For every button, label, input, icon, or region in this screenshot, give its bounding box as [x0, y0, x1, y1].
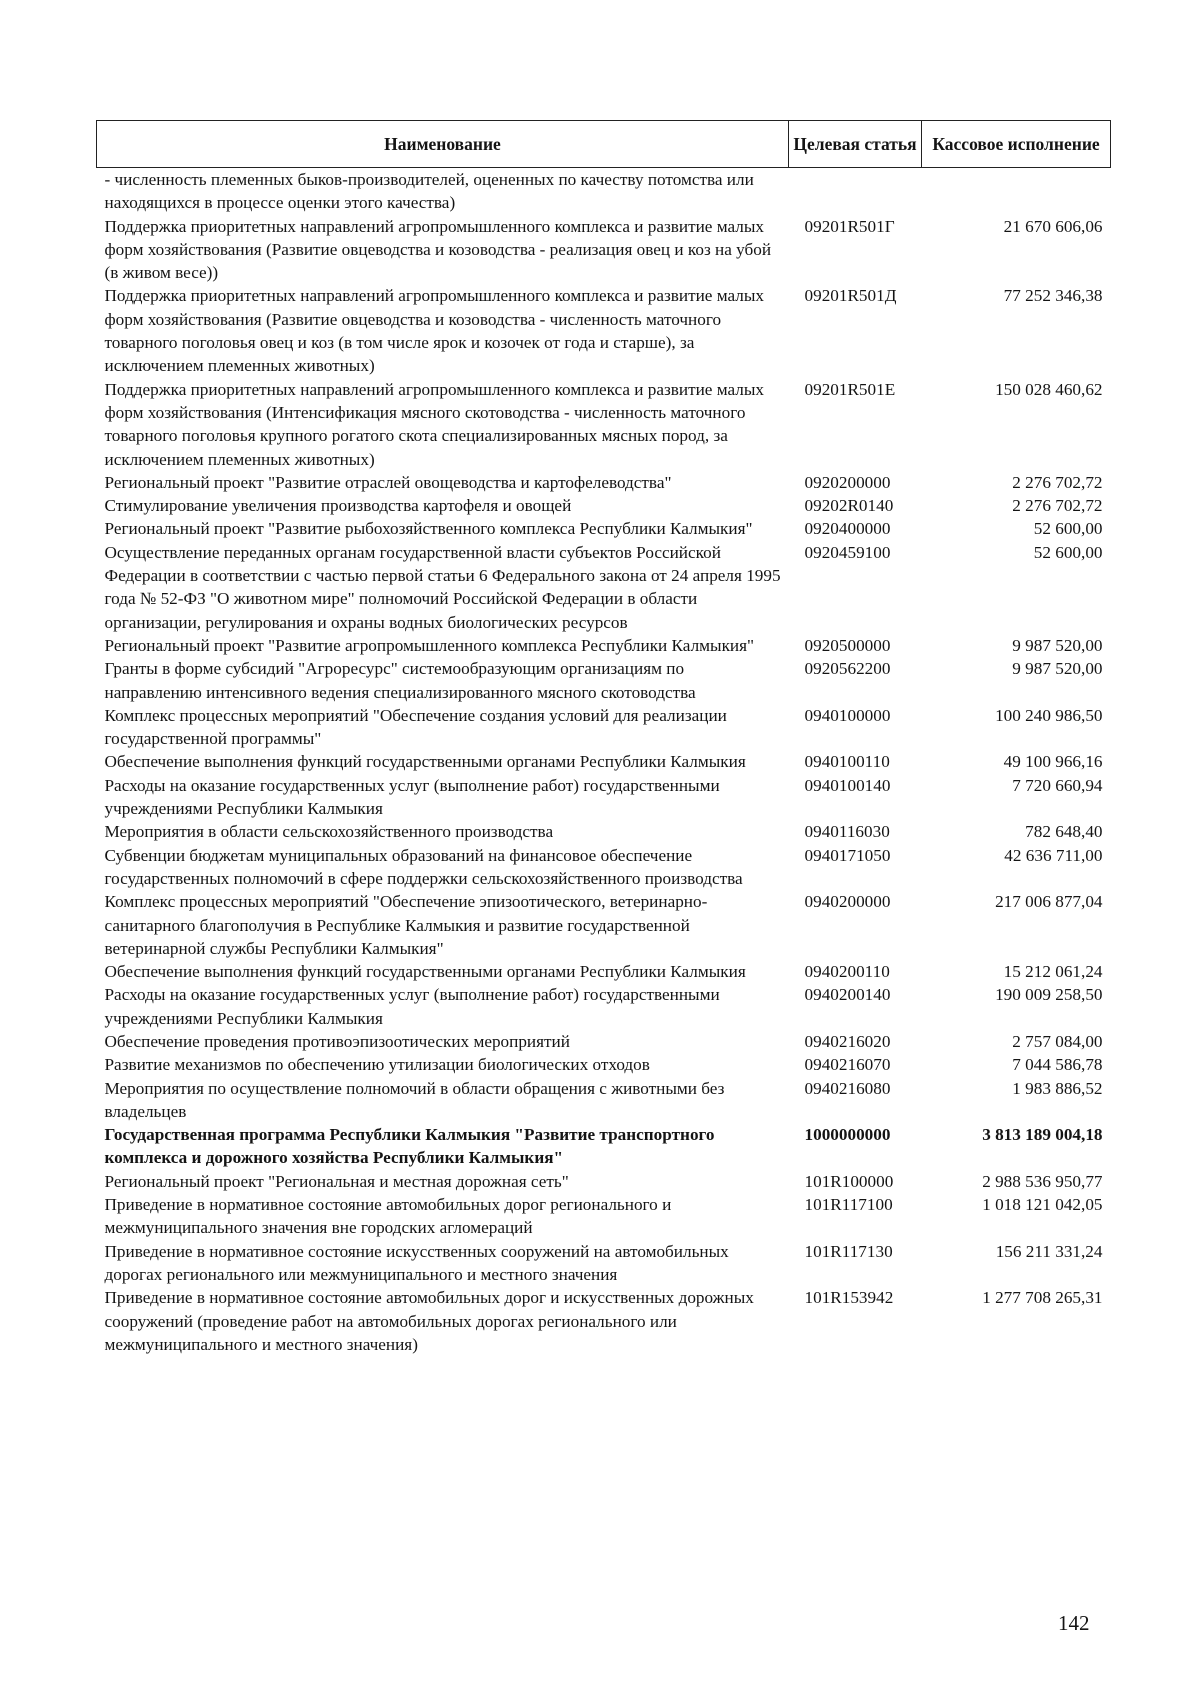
row-name: Мероприятия по осуществление полномочий в области обращения с животными без владельцев: [104, 1078, 725, 1121]
row-code: 0940100140: [804, 775, 891, 795]
row-name: Региональный проект "Региональная и местная дорожная сеть": [104, 1171, 569, 1191]
row-name: Приведение в нормативное состояние искусственных сооружений на автомобильных дорогах регионального или межмуниципального и местного значения: [104, 1241, 729, 1284]
row-name: Государственная программа Республики Калмыкия "Развитие транспортного комплекса и дорожного хозяйства Республики Калмыкия": [104, 1125, 715, 1168]
row-amount: 2 276 702,72: [1012, 472, 1103, 492]
row-code: 0940100000: [804, 705, 891, 725]
row-amount: 7 720 660,94: [1012, 775, 1103, 795]
row-name: Гранты в форме субсидий "Агроресурс" системообразующим организациям по направлению интенсивного ведения специализированного мясного скотоводства: [104, 659, 696, 702]
table-row: [97, 471, 1111, 494]
row-code: 101R117130: [804, 1241, 893, 1261]
table-header: [97, 121, 1111, 168]
row-code: 0940100110: [804, 752, 890, 772]
row-code: 0940171050: [804, 845, 891, 865]
row-code: 0940216070: [804, 1055, 891, 1075]
table-row: [97, 1030, 1111, 1053]
row-amount: 52 600,00: [1033, 542, 1103, 562]
table-row: [97, 774, 1111, 821]
row-name: Региональный проект "Развитие рыбохозяйственного комплекса Республики Калмыкия": [104, 519, 753, 539]
row-code: 0940200140: [804, 985, 891, 1005]
row-name: Субвенции бюджетам муниципальных образований на финансовое обеспечение государственных полномочий в сфере поддержки сельскохозяйственного производства: [104, 845, 743, 888]
header-code: Целевая статья: [789, 121, 922, 168]
table-row: [97, 890, 1111, 960]
row-name: Поддержка приоритетных направлений агропромышленного комплекса и развитие малых форм хозяйствования (Развитие овцеводства и козоводства - численность маточного товарного поголовья овец и коз (в том числе ярок и козочек от года и старше), за исключением племенных животных): [104, 286, 764, 376]
row-amount: [922, 168, 1111, 215]
row-amount: 52 600,00: [1033, 519, 1103, 539]
table-row: [97, 1193, 1111, 1240]
table-row: [97, 1077, 1111, 1124]
budget-table: [96, 120, 1111, 1356]
row-amount: 1 018 121 042,05: [982, 1195, 1103, 1215]
row-amount: 150 028 460,62: [995, 379, 1103, 399]
row-name: Развитие механизмов по обеспечению утилизации биологических отходов: [104, 1055, 650, 1075]
table-row: [97, 820, 1111, 843]
table-row: [97, 657, 1111, 704]
row-code: 09201R501Д: [804, 286, 897, 306]
row-amount: 1 277 708 265,31: [982, 1288, 1103, 1308]
row-name: - численность племенных быков-производителей, оцененных по качеству потомства или находящихся в процессе оценки этого качества): [104, 170, 754, 213]
table-row: [97, 634, 1111, 657]
row-amount: 21 670 606,06: [1003, 216, 1103, 236]
table-row: [97, 1286, 1111, 1356]
header-amount: Кассовое исполнение: [922, 121, 1111, 168]
table-row: [97, 704, 1111, 751]
row-name: Обеспечение проведения противоэпизоотических мероприятий: [104, 1031, 570, 1051]
header-name: Наименование: [97, 121, 789, 168]
row-amount: 42 636 711,00: [1004, 845, 1103, 865]
row-name: Приведение в нормативное состояние автомобильных дорог регионального и межмуниципального значения вне городских агломераций: [104, 1195, 672, 1238]
row-amount: 190 009 258,50: [995, 985, 1103, 1005]
row-amount: 2 276 702,72: [1012, 496, 1103, 516]
row-name: Поддержка приоритетных направлений агропромышленного комплекса и развитие малых форм хозяйствования (Развитие овцеводства и козоводства - реализация овец и коз на убой (в живом весе)): [104, 216, 772, 283]
row-code: 101R117100: [804, 1195, 893, 1215]
row-amount: 9 987 520,00: [1012, 659, 1103, 679]
row-amount: 217 006 877,04: [995, 892, 1103, 912]
table-row: [97, 1170, 1111, 1193]
row-name: Комплекс процессных мероприятий "Обеспечение эпизоотического, ветеринарно-санитарного благополучия в Республике Калмыкия и развитие государственной ветеринарной службы Республики Калмыкия": [104, 892, 708, 958]
row-name: Региональный проект "Развитие агропромышленного комплекса Республики Калмыкия": [104, 635, 755, 655]
row-amount: 7 044 586,78: [1012, 1055, 1103, 1075]
row-code: 101R153942: [804, 1288, 894, 1308]
row-code: 0940200110: [804, 962, 890, 982]
row-amount: 2 757 084,00: [1012, 1031, 1103, 1051]
table-row: [97, 750, 1111, 773]
row-code: 1000000000: [804, 1125, 891, 1145]
row-code: 09202R0140: [804, 496, 894, 516]
row-name: Комплекс процессных мероприятий "Обеспечение создания условий для реализации государственной программы": [104, 705, 727, 749]
row-name: Обеспечение выполнения функций государственными органами Республики Калмыкия: [104, 962, 746, 982]
row-code: 0920500000: [804, 635, 891, 655]
table-row: [97, 1123, 1111, 1170]
row-name: Региональный проект "Развитие отраслей овощеводства и картофелеводства": [104, 472, 672, 492]
row-amount: 49 100 966,16: [1003, 752, 1103, 772]
row-name: Поддержка приоритетных направлений агропромышленного комплекса и развитие малых форм хозяйствования (Интенсификация мясного скотоводства - численность маточного товарного поголовья крупного рогатого скота специализированных мясных пород, за исключением племенных животных): [104, 379, 764, 469]
table-row: [97, 284, 1111, 377]
row-amount: 77 252 346,38: [1003, 286, 1103, 306]
row-code: 0940200000: [804, 892, 891, 912]
table-row: [97, 378, 1111, 471]
row-name: Обеспечение выполнения функций государственными органами Республики Калмыкия: [104, 752, 746, 772]
row-amount: 9 987 520,00: [1012, 635, 1103, 655]
row-name: Стимулирование увеличения производства картофеля и овощей: [104, 496, 572, 516]
row-amount: 100 240 986,50: [995, 705, 1103, 725]
table-row: [97, 983, 1111, 1030]
row-code: 0920459100: [804, 542, 891, 562]
row-code: 0940216080: [804, 1078, 891, 1098]
table-row: [97, 844, 1111, 891]
table-row: [97, 168, 1111, 215]
row-amount: 156 211 331,24: [995, 1241, 1103, 1261]
row-name: Осуществление переданных органам государственной власти субъектов Российской Федерации в соответствии с частью первой статьи 6 Федерального закона от 24 апреля 1995 года № 52-ФЗ "О животном мире" полномочий Российской Федерации в области организации, регулирования и охраны водных биологических ресурсов: [104, 542, 781, 632]
row-amount: 15 212 061,24: [1003, 962, 1103, 982]
row-amount: 1 983 886,52: [1012, 1078, 1103, 1098]
row-name: Приведение в нормативное состояние автомобильных дорог и искусственных дорожных сооружений (проведение работ на автомобильных дорогах регионального или межмуниципального и местного значения): [104, 1288, 754, 1354]
table-row: [97, 517, 1111, 540]
row-amount: 2 988 536 950,77: [982, 1171, 1103, 1191]
row-name: Мероприятия в области сельскохозяйственного производства: [104, 822, 554, 842]
table-row: [97, 494, 1111, 517]
row-code: [789, 168, 922, 215]
row-code: 0940116030: [804, 822, 890, 842]
row-code: 101R100000: [804, 1171, 894, 1191]
row-name: Расходы на оказание государственных услуг (выполнение работ) государственными учреждениями Республики Калмыкия: [104, 985, 720, 1028]
table-body: [97, 168, 1111, 1357]
table-row: [97, 215, 1111, 285]
row-amount: 3 813 189 004,18: [982, 1125, 1103, 1145]
row-name: Расходы на оказание государственных услуг (выполнение работ) государственными учреждениями Республики Калмыкия: [104, 775, 720, 819]
row-code: 0920200000: [804, 472, 891, 492]
row-code: 09201R501Г: [804, 216, 895, 236]
row-code: 0920562200: [804, 659, 891, 679]
row-code: 09201R501E: [804, 379, 896, 399]
table-row: [97, 1240, 1111, 1287]
table-row: [97, 960, 1111, 983]
table-row: [97, 1053, 1111, 1076]
page-number: 142: [1058, 1611, 1090, 1635]
row-code: 0920400000: [804, 519, 891, 539]
row-amount: 782 648,40: [1025, 822, 1103, 842]
row-code: 0940216020: [804, 1031, 891, 1051]
table-row: [97, 541, 1111, 634]
